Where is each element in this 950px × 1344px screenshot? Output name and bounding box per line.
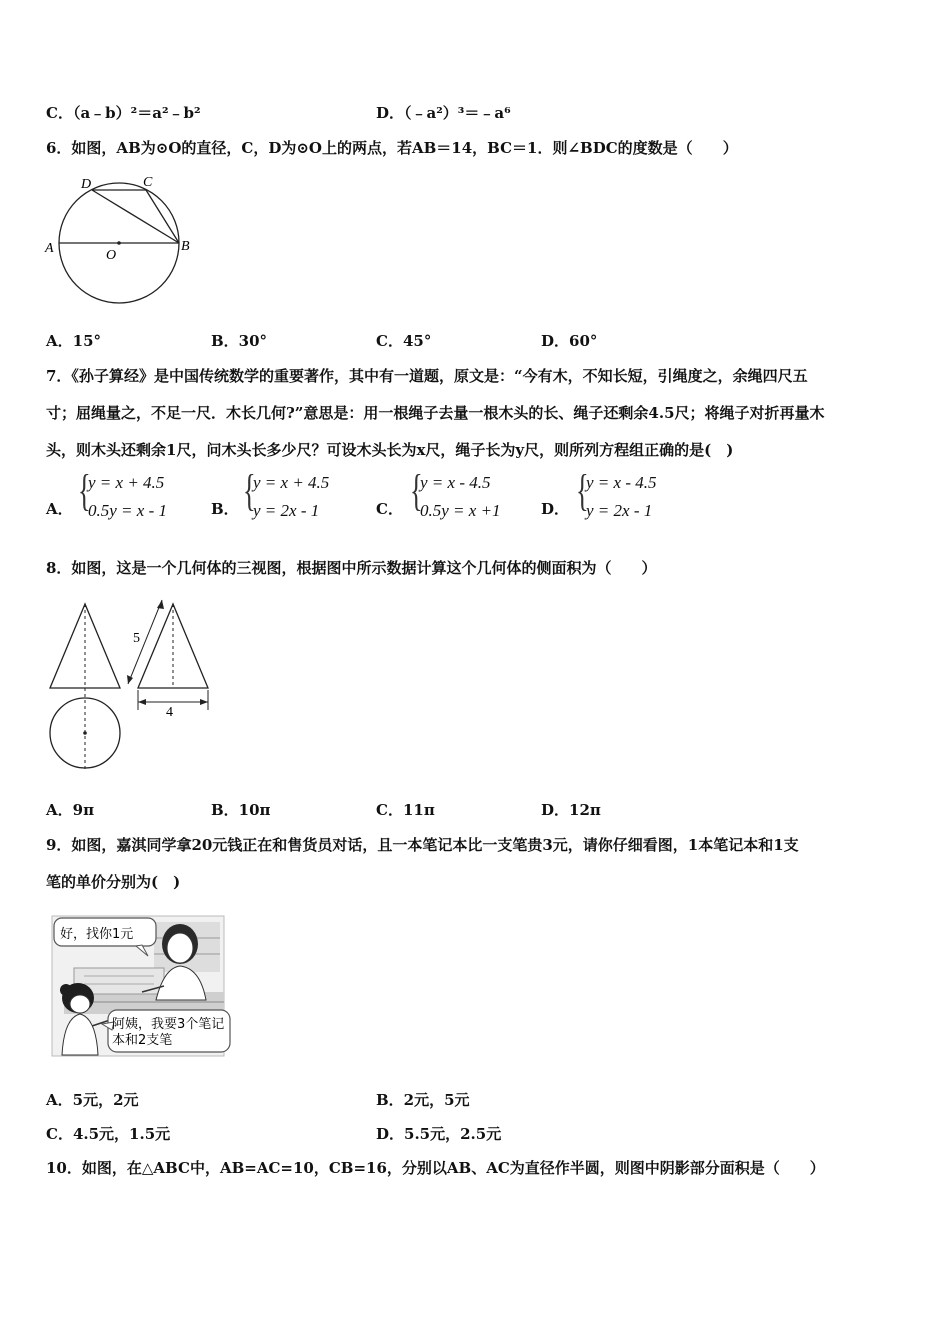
label-a: A <box>45 241 54 256</box>
label-d: D <box>81 177 92 192</box>
q7-option-a-system: { y = x + 4.5 0.5y = x - 1 <box>78 466 167 520</box>
q7-option-c-label: C． <box>376 500 403 518</box>
label-c: C <box>143 175 153 190</box>
q8-option-b: B．10π <box>211 801 271 819</box>
label-b: B <box>181 239 190 254</box>
speech-bubble-2-line1: 阿姨，我要3个笔记 <box>112 1017 225 1032</box>
q9-stem-line2: 笔的单价分别为( ) <box>46 873 181 891</box>
q7-option-c-system: { y = x - 4.5 0.5y = x +1 <box>410 466 501 520</box>
q7-option-d-label: D． <box>541 500 570 518</box>
q6-option-d: D．60° <box>541 332 598 350</box>
q6-circle-figure <box>40 170 200 310</box>
q8-option-a: A．9π <box>46 801 95 819</box>
q7-option-b-system: { y = x + 4.5 y = 2x - 1 <box>243 466 330 520</box>
q9-cartoon-figure <box>44 910 244 1068</box>
q8-option-d: D．12π <box>541 801 601 819</box>
q8-stem: 8．如图，这是一个几何体的三视图，根据图中所示数据计算这个几何体的侧面积为（ ） <box>46 559 657 577</box>
q7-option-d-system: { y = x - 4.5 y = 2x - 1 <box>576 466 657 520</box>
q7-option-b-label: B． <box>211 500 239 518</box>
dim-base-label: 4 <box>166 705 173 720</box>
speech-bubble-1: 好，找你1元 <box>60 927 134 942</box>
q9-option-b: B．2元，5元 <box>376 1091 470 1109</box>
q6-option-a: A．15° <box>46 332 102 350</box>
q5-option-d: D．（﹣a²）³＝﹣a⁶ <box>376 104 511 122</box>
q9-option-c: C．4.5元，1.5元 <box>46 1125 171 1143</box>
q6-option-c: C．45° <box>376 332 432 350</box>
q7-option-a-label: A． <box>46 500 73 518</box>
q9-option-a: A．5元，2元 <box>46 1091 139 1109</box>
speech-bubble-2-line2: 本和2支笔 <box>112 1033 173 1048</box>
q7-stem-line2: 寸；屈绳量之，不足一尺．木长几何?”意思是：用一根绳子去量一根木头的长、绳子还剩余4.5尺；将绳子对折再量木 <box>46 404 825 422</box>
q5-option-c: C．（a﹣b）²＝a²﹣b² <box>46 104 201 122</box>
q7-stem-line1: 7．《孙子算经》是中国传统数学的重要著作，其中有一道题，原文是：“今有木，不知长短，引绳度之，余绳四尺五 <box>46 367 808 385</box>
q9-option-d: D．5.5元，2.5元 <box>376 1125 502 1143</box>
q8-three-views-figure <box>40 592 220 782</box>
dim-slant-label: 5 <box>133 631 140 646</box>
q10-stem: 10．如图，在△ABC中，AB=AC=10，CB=16，分别以AB、AC为直径作半圆，则图中阴影部分面积是（ ） <box>46 1159 825 1177</box>
q9-stem-line1: 9．如图，嘉淇同学拿20元钱正在和售货员对话，且一本笔记本比一支笔贵3元，请你仔细看图，1本笔记本和1支 <box>46 836 799 854</box>
q6-stem: 6．如图，AB为⊙O的直径，C，D为⊙O上的两点，若AB＝14，BC＝1．则∠BDC的度数是（ ） <box>46 139 738 157</box>
q6-option-b: B．30° <box>211 332 268 350</box>
q8-option-c: C．11π <box>376 801 435 819</box>
label-o: O <box>106 248 117 263</box>
q7-stem-line3: 头，则木头还剩余1尺，问木头长多少尺？可设木头长为x尺，绳子长为y尺，则所列方程组正确的是( ) <box>46 441 734 459</box>
